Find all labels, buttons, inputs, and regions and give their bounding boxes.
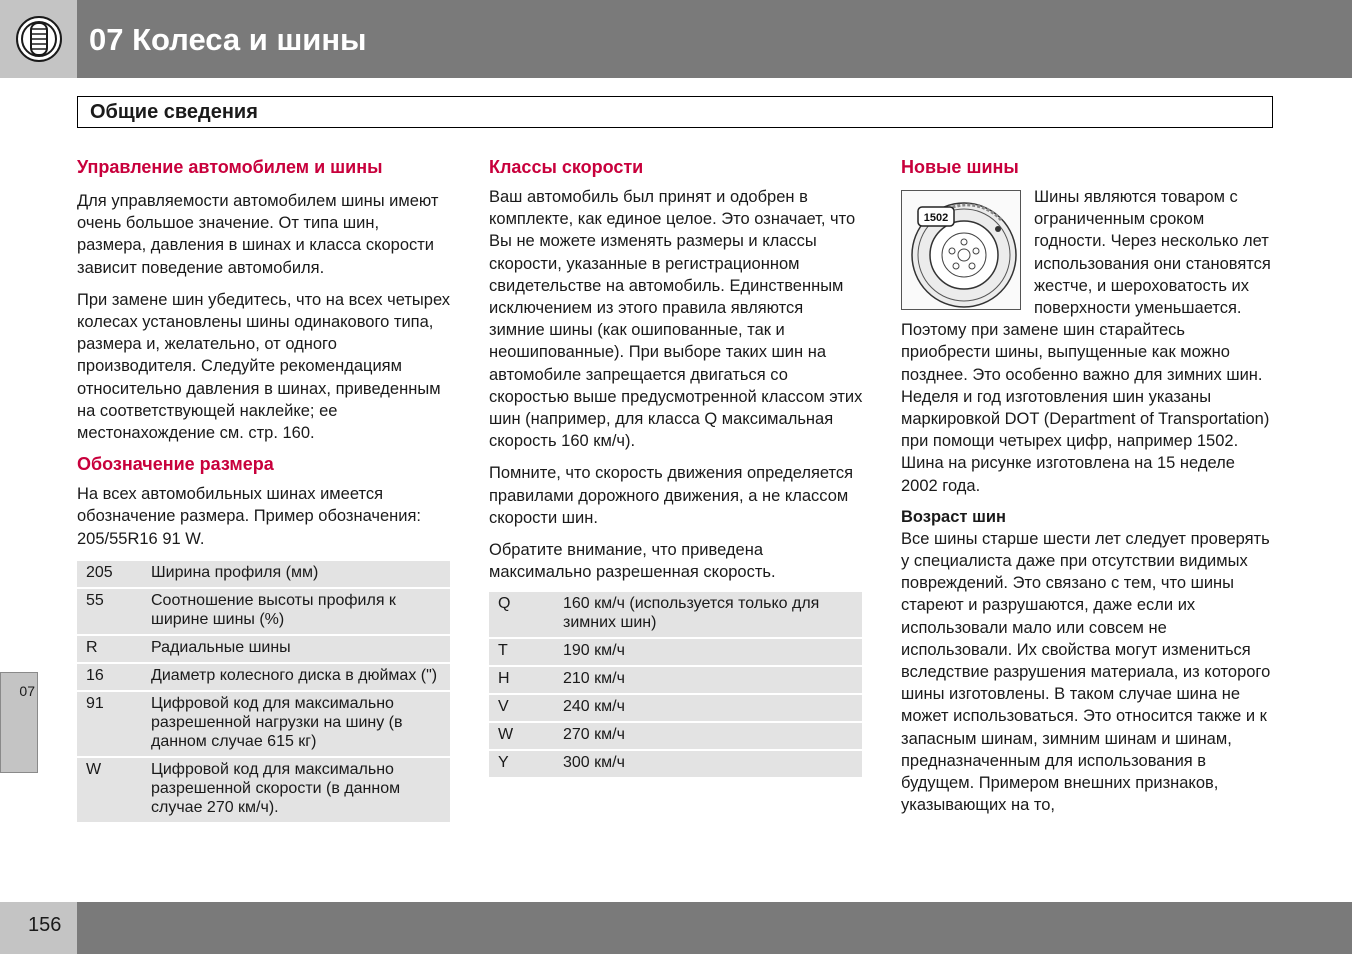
table-cell-desc: Цифровой код для максимально разрешенной нагрузки на шину (в данном случае 615 кг) — [142, 691, 450, 757]
table-row — [489, 694, 862, 722]
heading-tire-age: Возраст шин — [901, 507, 1006, 526]
table-cell-desc: 270 км/ч — [554, 722, 862, 750]
section-title: Общие сведения — [90, 101, 258, 123]
wheel-icon — [15, 15, 63, 63]
table-row — [489, 666, 862, 694]
paragraph: При замене шин убедитесь, что на всех четырех колесах установлены шины одинакового типа, размера и, желательно, от одного производителя. Следуйте рекомендациям относительно давления в шинах, приведенным на соответствующей наклейке; ее местонахождение см. стр. 160. — [77, 290, 451, 443]
table-cell-code: 91 — [77, 691, 142, 757]
paragraph: Обратите внимание, что приведена максимально разрешенная скорость. — [489, 541, 776, 582]
table-cell-code: Q — [489, 592, 554, 638]
paragraph: На всех автомобильных шинах имеется обозначение размера. Пример обозначения: 205/55R16 91 W. — [77, 485, 422, 548]
heading-new-tires: Новые шины — [901, 157, 1019, 177]
table-row — [77, 691, 450, 757]
table-row — [489, 592, 862, 638]
table-cell-desc: Диаметр колесного диска в дюймах (") — [142, 663, 450, 691]
heading-size-designation: Обозначение размера — [77, 454, 274, 475]
paragraph: Помните, что скорость движения определяется правилами дорожного движения, а не классом скорости шин. — [489, 464, 854, 527]
table-cell-desc: 240 км/ч — [554, 694, 862, 722]
table-cell-desc: 300 км/ч — [554, 750, 862, 778]
table-row — [77, 561, 450, 588]
page-footer — [0, 902, 1352, 954]
table-row — [489, 638, 862, 666]
paragraph: Для управляемости автомобилем шины имеют очень большое значение. От типа шин, размера, давления в шинах и класса скорости зависит поведение автомобиля. — [77, 192, 439, 277]
table-row — [77, 663, 450, 691]
column-3 — [901, 152, 1273, 816]
heading-speed-classes: Классы скорости — [489, 157, 644, 177]
heading-driving-and-tires: Управление автомобилем и шины — [77, 157, 383, 177]
table-cell-code: Y — [489, 750, 554, 778]
table-cell-code: W — [489, 722, 554, 750]
paragraph: Шины являются товаром с ограниченным сроком годности. Через несколько лет использования они становятся жестче, и шероховатость их поверхности уменьшается. Поэтому при замене шин старайтесь приобрести шины, выпущенные как можно позднее. Это особенно важно для зимних шин. Неделя и год изготовления шин указаны маркировкой DOT (Department of Transportation) при помощи четырех цифр, например 1502. Шина на рисунке изготовлена на 15 неделе 2002 года. — [901, 188, 1271, 495]
table-cell-desc: 160 км/ч (используется только для зимних шин) — [554, 592, 862, 638]
table-cell-code: V — [489, 694, 554, 722]
paragraph: Ваш автомобиль был принят и одобрен в комплекте, как единое целое. Это означает, что Вы не можете изменять размеры и классы скорости, указанные в регистрационном свидетельстве на автомобиль. Единственным исключением из этого правила являются зимние шины (как ошипованные, так и неошипованные). При выборе таких шин на автомобиле запрещается двигаться со скоростью выше предусмотренной классом этих шин (например, для класса Q максимальная скорость 160 км/ч). — [489, 188, 863, 451]
table-cell-desc: Радиальные шины — [142, 635, 450, 663]
table-row — [77, 588, 450, 635]
table-cell-code: 205 — [77, 561, 142, 588]
page-number-box — [0, 902, 77, 954]
page-header — [0, 0, 1352, 78]
size-designation-table — [77, 561, 450, 824]
dot-code-label: 1502 — [923, 212, 949, 224]
table-cell-desc: Цифровой код для максимально разрешенной скорости (в данном случае 270 км/ч). — [142, 757, 450, 823]
table-row — [77, 757, 450, 823]
chapter-icon-box — [0, 0, 77, 78]
speed-class-table — [489, 592, 862, 779]
table-cell-desc: 190 км/ч — [554, 638, 862, 666]
section-title-bar — [77, 96, 1273, 128]
chapter-tab-label: 07 — [19, 683, 35, 699]
table-cell-desc: Соотношение высоты профиля к ширине шины (%) — [142, 588, 450, 635]
column-1 — [77, 152, 451, 824]
tire-dot-code-figure — [901, 190, 1021, 310]
chapter-side-tab — [0, 672, 38, 773]
table-cell-code: T — [489, 638, 554, 666]
page-number: 156 — [28, 914, 62, 936]
table-cell-code: 55 — [77, 588, 142, 635]
table-row — [489, 722, 862, 750]
table-cell-code: W — [77, 757, 142, 823]
paragraph: Все шины старше шести лет следует проверять у специалиста даже при отсутствии видимых повреждений. Это связано с тем, что шины стареют и разрушаются, даже если их использовали мало или совсем не использовали. Их свойства могут измениться вследствие разрушения материала, из которого шины изготовлены. В таком случае шина не может использоваться. Это относится также и к запасным шинам, зимним шинам и шинам, предназначенным для использования в будущем. Примером внешних признаков, указывающих на то, — [901, 529, 1271, 815]
table-cell-code: 16 — [77, 663, 142, 691]
chapter-title: 07 Колеса и шины — [89, 22, 367, 57]
table-cell-desc: Ширина профиля (мм) — [142, 561, 450, 588]
table-row — [77, 635, 450, 663]
table-cell-desc: 210 км/ч — [554, 666, 862, 694]
table-cell-code: H — [489, 666, 554, 694]
tire-dot-code-illustration — [902, 191, 1020, 309]
column-2 — [489, 152, 863, 779]
table-row — [489, 750, 862, 778]
table-cell-code: R — [77, 635, 142, 663]
